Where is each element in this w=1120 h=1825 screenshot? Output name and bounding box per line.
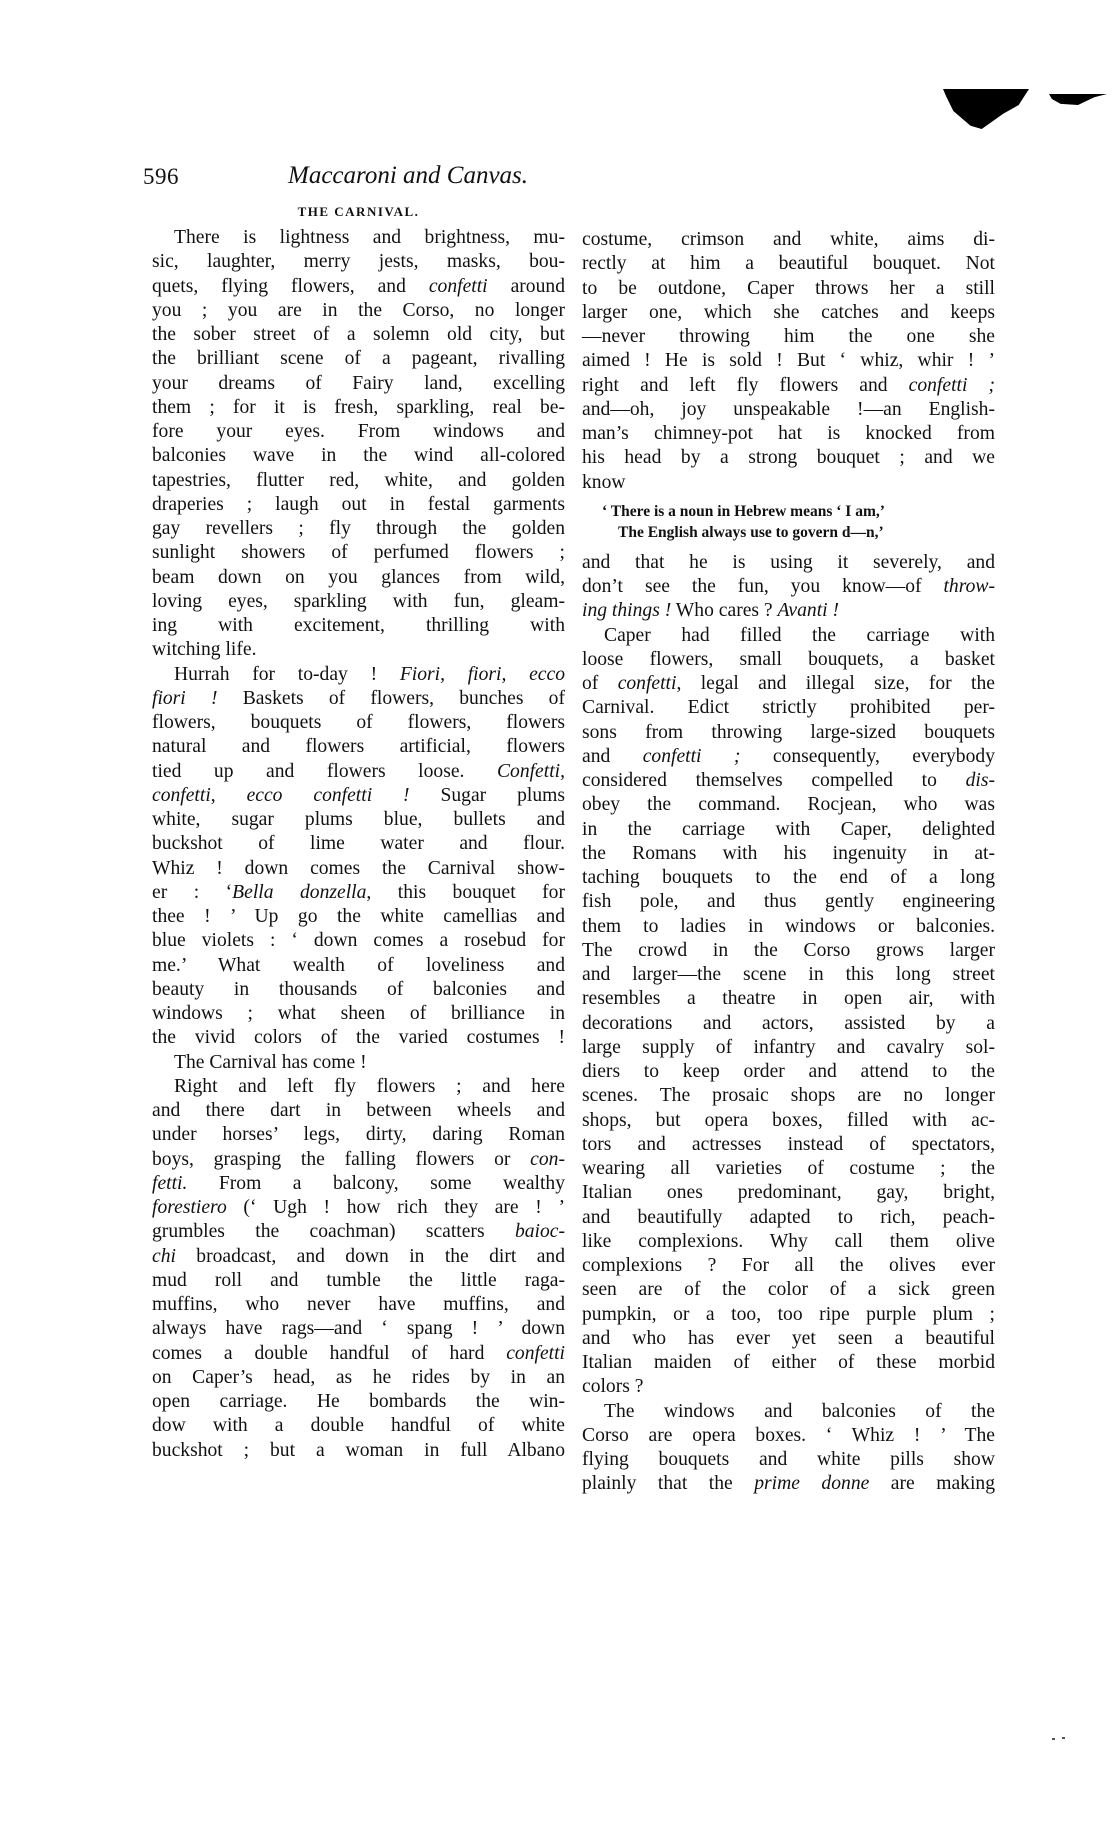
text-line bbox=[152, 250, 565, 274]
text-segment: resembles a theatre in open air, with bbox=[582, 988, 995, 1010]
text-line bbox=[152, 784, 565, 808]
text-segment: me.’ What wealth of loveliness and bbox=[152, 954, 565, 976]
text-segment: considered themselves compelled to bbox=[582, 770, 966, 791]
text-segment: and—oh, joy unspeakable !—an English- bbox=[582, 398, 995, 420]
text-segment: plainly that the bbox=[582, 1473, 755, 1495]
text-segment: diers to keep order and attend to the bbox=[582, 1061, 995, 1082]
text-line bbox=[582, 745, 995, 769]
text-line bbox=[582, 939, 995, 963]
italic-text: ecco confetti ! bbox=[246, 784, 410, 806]
text-line bbox=[582, 769, 995, 793]
text-segment: thee ! ’ Up go the white camellias and bbox=[152, 906, 565, 927]
text-segment: under horses’ legs, dirty, daring Roman bbox=[152, 1124, 565, 1146]
text-line bbox=[152, 881, 565, 905]
text-line bbox=[582, 624, 995, 648]
text-segment: broadcast, and down in the dirt and bbox=[175, 1245, 565, 1267]
text-segment: aimed ! He is sold ! But ‘ whiz, whir ! ’ bbox=[582, 350, 995, 372]
text-line bbox=[582, 963, 995, 987]
text-segment: obey the command. Rocjean, who was bbox=[582, 794, 995, 816]
text-line bbox=[152, 1414, 565, 1438]
text-line bbox=[582, 301, 995, 325]
text-line bbox=[582, 696, 995, 720]
italic-text: chi bbox=[152, 1245, 176, 1267]
text-line bbox=[152, 905, 565, 929]
text-line bbox=[152, 1051, 565, 1075]
text-segment: flowers, bouquets of flowers, flowers bbox=[152, 712, 565, 733]
text-line bbox=[152, 857, 565, 881]
text-line bbox=[152, 396, 565, 420]
text-line bbox=[582, 1254, 995, 1278]
text-line bbox=[152, 323, 565, 347]
text-segment: and who has ever yet seen a beautiful bbox=[582, 1327, 995, 1349]
text-line bbox=[152, 299, 565, 323]
text-line bbox=[582, 1157, 995, 1181]
text-segment: scenes. The prosaic shops are no longer bbox=[582, 1085, 995, 1107]
text-segment: tied up and flowers loose. bbox=[152, 760, 497, 782]
text-segment: them to ladies in windows or balconies. bbox=[582, 915, 995, 937]
text-segment: dow with a double handful of white bbox=[152, 1415, 565, 1437]
italic-text: Fiori, fiori, ecco bbox=[399, 663, 565, 685]
page-number: 596 bbox=[143, 164, 179, 189]
text-line bbox=[582, 1448, 995, 1472]
text-line bbox=[582, 1133, 995, 1157]
text-line bbox=[152, 1269, 565, 1293]
text-segment: —never throwing him the one she bbox=[582, 326, 995, 347]
text-segment: consequently, everybody bbox=[740, 745, 995, 767]
text-line bbox=[152, 226, 565, 250]
italic-text: fetti. bbox=[152, 1172, 188, 1194]
text-segment: are making bbox=[869, 1473, 995, 1495]
text-line bbox=[152, 1123, 565, 1147]
text-segment: sic, laughter, merry jests, masks, bou- bbox=[152, 251, 565, 273]
text-line bbox=[582, 818, 995, 842]
text-segment: man’s chimney-pot hat is knocked from bbox=[582, 423, 995, 444]
text-segment: always have rags—and ‘ spang ! ’ down bbox=[152, 1318, 565, 1340]
text-line bbox=[152, 1220, 565, 1244]
text-line bbox=[582, 599, 995, 623]
text-line bbox=[152, 1196, 565, 1220]
italic-text: confetti ; bbox=[908, 374, 995, 396]
italic-text: forestiero bbox=[152, 1197, 227, 1218]
text-line bbox=[152, 1245, 565, 1269]
text-segment: fore your eyes. From windows and bbox=[152, 421, 565, 442]
italic-text: Confetti, bbox=[496, 760, 565, 782]
text-line bbox=[582, 1206, 995, 1230]
italic-text: confetti bbox=[506, 1342, 565, 1364]
text-segment: in the carriage with Caper, delighted bbox=[582, 818, 995, 840]
text-line bbox=[152, 1026, 565, 1050]
text-segment: larger one, which she catches and keeps bbox=[582, 301, 995, 323]
italic-text: throw- bbox=[943, 576, 995, 597]
text-line bbox=[582, 1036, 995, 1060]
text-line bbox=[582, 374, 995, 398]
text-segment: From a balcony, some wealthy bbox=[187, 1172, 565, 1194]
text-segment: shops, but opera boxes, filled with ac- bbox=[582, 1109, 995, 1131]
text-segment: buckshot ; but a woman in full Albano bbox=[152, 1439, 565, 1461]
text-segment: wearing all varieties of costume ; the bbox=[582, 1158, 995, 1179]
text-segment: natural and flowers artificial, flowers bbox=[152, 736, 565, 758]
text-line bbox=[152, 541, 565, 565]
text-segment: the vivid colors of the varied costumes ! bbox=[152, 1027, 565, 1049]
text-segment: costume, crimson and white, aims di- bbox=[582, 229, 995, 250]
italic-text: dis- bbox=[965, 770, 995, 791]
section-heading: THE CARNIVAL. bbox=[297, 204, 420, 219]
text-line bbox=[152, 1099, 565, 1123]
text-segment: rectly at him a beautiful bouquet. Not bbox=[582, 253, 995, 275]
text-line bbox=[152, 711, 565, 735]
text-line bbox=[582, 793, 995, 817]
running-title: Maccaroni and Canvas. bbox=[288, 162, 529, 189]
text-segment: comes a double handful of hard bbox=[152, 1342, 507, 1364]
text-segment: pumpkin, or a too, too ripe purple plum ; bbox=[582, 1303, 995, 1325]
text-segment: sons from throwing large-sized bouquets bbox=[582, 721, 995, 743]
text-segment: white, sugar plums blue, bullets and bbox=[152, 809, 565, 830]
text-line bbox=[582, 842, 995, 866]
text-line bbox=[152, 760, 565, 784]
text-segment: beauty in thousands of balconies and bbox=[152, 978, 565, 1000]
text-segment: flying bouquets and white pills show bbox=[582, 1449, 995, 1470]
text-segment: and there dart in between wheels and bbox=[152, 1100, 565, 1121]
text-segment: Right and left fly flowers ; and here bbox=[174, 1075, 565, 1097]
text-segment: quets, flying flowers, and bbox=[152, 275, 429, 297]
text-segment: loving eyes, sparkling with fun, gleam- bbox=[152, 590, 565, 612]
italic-text: confetti bbox=[428, 275, 488, 297]
text-segment: like complexions. Why call them olive bbox=[582, 1230, 995, 1252]
text-segment: beam down on you glances from wild, bbox=[152, 566, 565, 588]
text-line bbox=[582, 325, 995, 349]
text-segment: right and left fly flowers and bbox=[582, 374, 909, 396]
text-segment: and bbox=[582, 745, 643, 767]
text-line bbox=[152, 469, 565, 493]
ink-blot bbox=[943, 89, 1029, 129]
text-segment: muffins, who never have muffins, and bbox=[152, 1294, 565, 1315]
text-segment: the Romans with his ingenuity in at- bbox=[582, 842, 995, 864]
text-line bbox=[582, 277, 995, 301]
text-line bbox=[582, 446, 995, 470]
text-segment: and that he is using it severely, and bbox=[582, 551, 995, 573]
text-segment: to be outdone, Caper throws her a still bbox=[582, 277, 995, 299]
text-line bbox=[582, 1375, 995, 1399]
italic-text: Avanti ! bbox=[777, 600, 840, 622]
text-segment: tors and actresses instead of spectators, bbox=[582, 1133, 995, 1155]
text-line bbox=[152, 687, 565, 711]
text-segment: blue violets : ‘ down comes a rosebud for bbox=[152, 930, 565, 952]
text-line bbox=[152, 614, 565, 638]
text-line bbox=[582, 866, 995, 890]
italic-text: ing things ! bbox=[582, 600, 672, 622]
text-segment: and larger—the scene in this long street bbox=[582, 964, 995, 985]
text-segment: grumbles the coachman) scatters bbox=[152, 1221, 515, 1243]
text-segment: gay revellers ; fly through the golden bbox=[152, 518, 565, 539]
text-segment: Sugar plums bbox=[409, 784, 565, 806]
text-line bbox=[582, 1012, 995, 1036]
text-segment: your dreams of Fairy land, excelling bbox=[152, 372, 565, 394]
text-segment: mud roll and tumble the little raga- bbox=[152, 1269, 565, 1291]
text-line bbox=[582, 471, 995, 495]
text-line bbox=[152, 1075, 565, 1099]
ink-blot bbox=[1049, 94, 1107, 105]
text-line bbox=[582, 1060, 995, 1084]
text-segment: taching bouquets to the end of a long bbox=[582, 867, 995, 888]
text-line bbox=[582, 1424, 995, 1448]
text-segment: er : ‘ bbox=[152, 881, 233, 903]
text-segment: Corso are opera boxes. ‘ Whiz ! ’ The bbox=[582, 1424, 995, 1446]
text-line bbox=[582, 349, 995, 373]
right-column bbox=[582, 228, 995, 1497]
text-segment: and beautifully adapted to rich, peach- bbox=[582, 1206, 995, 1228]
text-line bbox=[582, 1181, 995, 1205]
text-line bbox=[582, 1400, 995, 1424]
verse-line: ‘ There is a noun in Hebrew means ‘ I am,’ bbox=[602, 502, 885, 520]
text-segment: boys, grasping the falling flowers or bbox=[152, 1148, 531, 1170]
text-line bbox=[152, 372, 565, 396]
text-line bbox=[152, 517, 565, 541]
text-segment: tapestries, flutter red, white, and golden bbox=[152, 469, 565, 491]
text-line bbox=[152, 954, 565, 978]
left-column-text bbox=[152, 226, 565, 1463]
text-segment: sunlight showers of perfumed flowers ; bbox=[152, 542, 565, 564]
text-segment: large supply of infantry and cavalry sol- bbox=[582, 1036, 995, 1058]
text-line bbox=[152, 444, 565, 468]
text-segment: the sober street of a solemn old city, but bbox=[152, 324, 565, 345]
italic-text: confetti ; bbox=[642, 745, 741, 767]
text-line bbox=[582, 422, 995, 446]
text-line bbox=[152, 1172, 565, 1196]
text-segment: them ; for it is fresh, sparkling, real be- bbox=[152, 396, 565, 418]
text-segment: loose flowers, small bouquets, a basket bbox=[582, 648, 995, 670]
text-segment: draperies ; laugh out in festal garments bbox=[152, 493, 565, 515]
text-segment: , legal and illegal size, for the bbox=[676, 673, 995, 694]
text-segment: Baskets of flowers, bunches of bbox=[217, 687, 565, 709]
text-segment: his head by a strong bouquet ; and we bbox=[582, 447, 995, 469]
italic-text: confetti bbox=[152, 784, 211, 806]
text-line bbox=[582, 915, 995, 939]
text-segment: don’t see the fun, you know—of bbox=[582, 576, 944, 597]
text-line bbox=[582, 1327, 995, 1351]
text-segment: The crowd in the Corso grows larger bbox=[582, 939, 995, 961]
text-line bbox=[582, 672, 995, 696]
text-segment: The windows and balconies of the bbox=[604, 1400, 995, 1422]
text-segment: windows ; what sheen of brilliance in bbox=[152, 1003, 565, 1024]
right-column-text-after-verse bbox=[582, 551, 995, 1497]
text-segment: witching life. bbox=[152, 639, 257, 661]
text-line bbox=[152, 275, 565, 299]
text-line bbox=[582, 648, 995, 672]
text-line bbox=[582, 987, 995, 1011]
text-line bbox=[152, 638, 565, 662]
text-line bbox=[582, 1084, 995, 1108]
verse-quote bbox=[582, 501, 995, 543]
text-line bbox=[152, 978, 565, 1002]
text-line bbox=[582, 228, 995, 252]
text-line bbox=[152, 808, 565, 832]
text-segment: Hurrah for to-day ! bbox=[174, 663, 400, 685]
text-line bbox=[152, 929, 565, 953]
text-segment: decorations and actors, assisted by a bbox=[582, 1012, 995, 1034]
text-line bbox=[582, 1303, 995, 1327]
verse-line: The English always use to govern d—n,’ bbox=[618, 523, 884, 541]
scan-speck bbox=[1062, 1737, 1065, 1739]
italic-text: prime donne bbox=[754, 1473, 870, 1495]
text-line bbox=[152, 832, 565, 856]
text-segment: Italian ones predominant, gay, bright, bbox=[582, 1182, 995, 1204]
text-line bbox=[152, 420, 565, 444]
text-segment: There is lightness and brightness, mu- bbox=[174, 227, 565, 248]
text-line bbox=[152, 663, 565, 687]
text-line bbox=[152, 1390, 565, 1414]
text-segment: open carriage. He bombards the win- bbox=[152, 1391, 565, 1412]
text-line bbox=[152, 590, 565, 614]
text-segment: Caper had filled the carriage with bbox=[604, 624, 995, 646]
text-segment: of bbox=[582, 673, 618, 694]
right-column-text-before-verse bbox=[582, 228, 995, 495]
text-segment: seen are of the color of a sick green bbox=[582, 1279, 995, 1301]
italic-text: fiori ! bbox=[152, 687, 218, 709]
text-line bbox=[582, 890, 995, 914]
text-segment: the brilliant scene of a pageant, rivalling bbox=[152, 348, 565, 370]
scan-speck bbox=[1052, 1738, 1055, 1740]
text-segment: colors ? bbox=[582, 1376, 644, 1398]
text-segment: (‘ Ugh ! how rich they are ! ’ bbox=[226, 1197, 565, 1218]
text-segment: , this bouquet for bbox=[366, 881, 565, 903]
text-line bbox=[582, 1351, 995, 1375]
text-segment: Whiz ! down comes the Carnival show- bbox=[152, 857, 565, 879]
text-line bbox=[152, 1148, 565, 1172]
text-line bbox=[152, 493, 565, 517]
text-segment: fish pole, and thus gently engineering bbox=[582, 891, 995, 913]
text-segment: Who cares ? bbox=[671, 600, 778, 622]
text-line bbox=[582, 398, 995, 422]
text-line bbox=[582, 1230, 995, 1254]
text-segment: balconies wave in the wind all-colored bbox=[152, 445, 565, 467]
text-line bbox=[582, 721, 995, 745]
text-line bbox=[582, 252, 995, 276]
text-segment: Italian maiden of either of these morbid bbox=[582, 1352, 995, 1373]
text-segment: know bbox=[582, 471, 626, 493]
text-line bbox=[152, 1342, 565, 1366]
text-line bbox=[582, 1278, 995, 1302]
text-line bbox=[582, 551, 995, 575]
text-line bbox=[152, 566, 565, 590]
text-line bbox=[152, 1366, 565, 1390]
text-line bbox=[152, 347, 565, 371]
text-segment: The Carnival has come ! bbox=[174, 1051, 367, 1073]
text-segment: around bbox=[487, 275, 565, 297]
italic-text: con- bbox=[530, 1148, 565, 1170]
text-segment: on Caper’s head, as he rides by in an bbox=[152, 1366, 565, 1388]
left-column bbox=[152, 198, 565, 1463]
text-segment: , bbox=[210, 784, 247, 806]
text-segment: complexions ? For all the olives ever bbox=[582, 1255, 995, 1276]
text-segment: buckshot of lime water and flour. bbox=[152, 833, 565, 855]
text-line bbox=[152, 735, 565, 759]
text-segment: you ; you are in the Corso, no longer bbox=[152, 299, 565, 321]
text-line bbox=[582, 1109, 995, 1133]
text-line bbox=[152, 1002, 565, 1026]
italic-text: baioc- bbox=[514, 1221, 565, 1243]
text-segment: Carnival. Edict strictly prohibited per- bbox=[582, 697, 995, 719]
text-line bbox=[152, 1293, 565, 1317]
text-line bbox=[582, 575, 995, 599]
text-segment: ing with excitement, thrilling with bbox=[152, 615, 565, 636]
text-line bbox=[582, 1472, 995, 1496]
text-line bbox=[152, 1439, 565, 1463]
text-line bbox=[152, 1317, 565, 1341]
italic-text: Bella donzella bbox=[232, 881, 367, 903]
italic-text: confetti bbox=[617, 673, 677, 694]
